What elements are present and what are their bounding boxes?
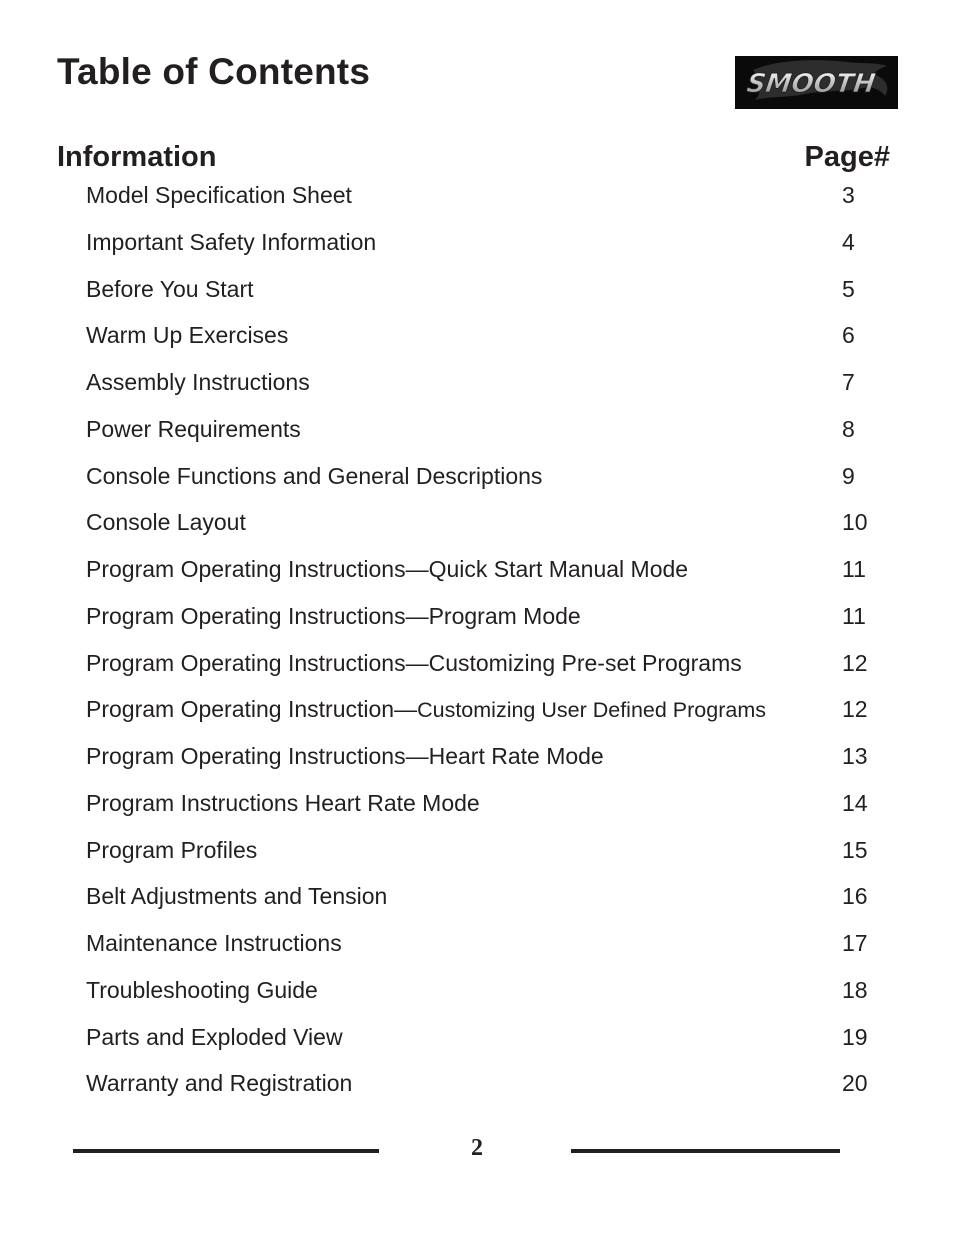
toc-entry-page: 11	[842, 602, 866, 629]
page-title: Table of Contents	[57, 51, 371, 92]
toc-entry-title: Parts and Exploded View	[86, 1023, 343, 1050]
toc-entry	[86, 461, 886, 508]
toc-entry-page: 11	[842, 556, 866, 582]
toc-entry	[86, 1068, 886, 1115]
toc-entry-page: 17	[842, 930, 868, 956]
toc-entry-page: 4	[842, 228, 855, 255]
toc-entry-page: 13	[842, 743, 868, 769]
toc-entry	[86, 367, 886, 414]
page-number: 2	[471, 1135, 483, 1161]
toc-entry	[86, 180, 886, 227]
toc-entry-page: 12	[842, 649, 868, 676]
toc-entry	[86, 975, 886, 1022]
toc-entry	[86, 835, 886, 882]
toc-entry-page: 5	[842, 275, 855, 302]
toc-entry-title: Program Operating Instructions—Quick Start Manual Mode	[86, 556, 689, 582]
toc-entry	[86, 227, 886, 274]
toc-entry	[86, 554, 886, 601]
information-column-header: Information	[57, 141, 217, 173]
toc-entry-title: Program Operating Instructions—Customizing Pre-set Programs	[86, 649, 742, 676]
toc-entry-title: Belt Adjustments and Tension	[86, 883, 388, 910]
toc-entry-title: Before You Start	[86, 275, 254, 302]
page-column-header: Page#	[804, 141, 890, 173]
toc-entry-title: Program Instructions Heart Rate Mode	[86, 789, 480, 816]
toc-entry-title: Warm Up Exercises	[86, 322, 289, 349]
toc-entry-title	[86, 694, 766, 725]
footer-divider-right	[571, 1149, 840, 1153]
running-cheetah-icon	[735, 56, 898, 109]
toc-entry	[86, 274, 886, 321]
toc-entry	[86, 741, 886, 788]
toc-entry-page: 12	[842, 696, 868, 723]
toc-entry-title: Troubleshooting Guide	[86, 976, 318, 1003]
toc-entry	[86, 648, 886, 695]
svg-text:SMOOTH: SMOOTH	[744, 69, 878, 99]
toc-entry-page: 3	[842, 182, 855, 208]
toc-entry-title: Program Profiles	[86, 836, 258, 863]
toc-entry	[86, 320, 886, 367]
toc-entry-title: Console Layout	[86, 509, 246, 536]
toc-entry	[86, 788, 886, 835]
toc-entry-page: 15	[842, 836, 868, 863]
toc-entry-title: Assembly Instructions	[86, 369, 310, 395]
toc-entry-title: Model Specification Sheet	[86, 182, 352, 208]
toc-entry-page: 6	[842, 322, 855, 349]
toc-entry-page: 14	[842, 789, 868, 816]
toc-entry-title: Warranty and Registration	[86, 1070, 353, 1097]
toc-list	[86, 180, 886, 1115]
toc-entry	[86, 928, 886, 975]
toc-entry-page: 16	[842, 883, 868, 910]
smooth-logo	[735, 56, 898, 109]
toc-entry	[86, 601, 886, 648]
toc-entry-page: 7	[842, 369, 855, 395]
toc-entry-page: 10	[842, 509, 868, 536]
toc-entry-title: Power Requirements	[86, 415, 301, 442]
toc-entry-page: 9	[842, 462, 855, 489]
toc-entry-title: Important Safety Information	[86, 228, 377, 255]
toc-entry-page: 8	[842, 415, 855, 442]
toc-entry-title-small: Customizing User Defined Programs	[417, 698, 766, 723]
toc-entry	[86, 881, 886, 928]
toc-entry-page: 20	[842, 1070, 868, 1097]
toc-entry-page: 18	[842, 976, 868, 1003]
toc-entry	[86, 507, 886, 554]
toc-entry	[86, 414, 886, 461]
toc-entry	[86, 1022, 886, 1069]
toc-entry-page: 19	[842, 1023, 868, 1050]
toc-entry-title: Maintenance Instructions	[86, 930, 342, 956]
toc-entry-title: Console Functions and General Descriptions	[86, 462, 543, 489]
toc-entry-title: Program Operating Instructions—Program Mode	[86, 602, 581, 629]
toc-entry-title: Program Operating Instructions—Heart Rate Mode	[86, 743, 604, 769]
toc-entry	[86, 694, 886, 741]
toc-entry-title-main: Program Operating Instruction—	[86, 696, 418, 723]
